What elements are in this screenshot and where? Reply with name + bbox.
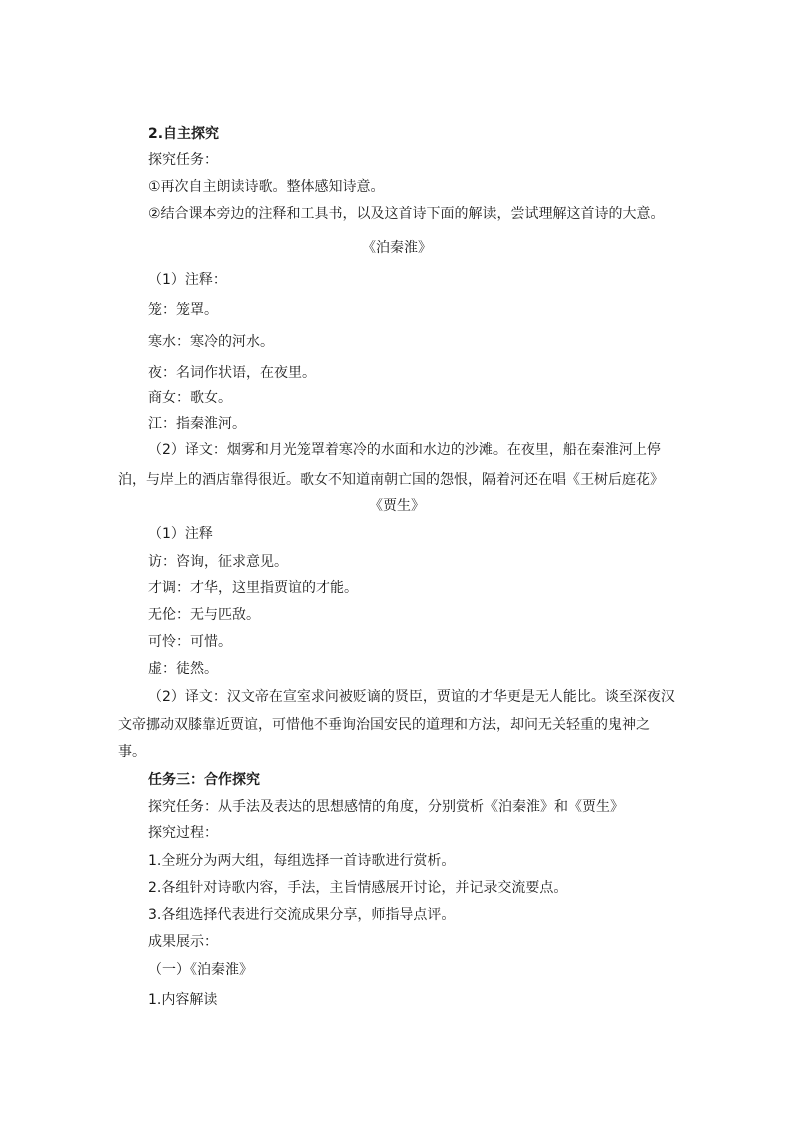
task-statement: 探究任务：从手法及表达的思想感情的角度，分别赏析《泊秦淮》和《贾生》	[148, 799, 624, 815]
note-item: 笼：笼罩。	[148, 302, 218, 318]
note-item: 江：指秦淮河。	[148, 416, 246, 432]
process-step: 2.各组针对诗歌内容，手法，主旨情感展开讨论，并记录交流要点。	[148, 880, 568, 896]
content-reading-heading: 1.内容解读	[148, 992, 218, 1008]
translation-line: 文帝挪动双膝靠近贾谊，可惜他不垂询治国安民的道理和方法，却问无关轻重的鬼神之	[118, 717, 650, 733]
results-label: 成果展示：	[148, 934, 218, 950]
poem-title-bo-qinhuai: 《泊秦淮》	[362, 240, 432, 256]
note-item: 可怜：可惜。	[148, 634, 232, 650]
process-step: 1.全班分为两大组，每组选择一首诗歌进行赏析。	[148, 853, 456, 869]
process-label: 探究过程：	[148, 825, 218, 841]
section-heading-self-study: 2.自主探究	[148, 126, 220, 142]
note-item: 商女：歌女。	[148, 390, 232, 406]
translation-line: （2）译文：汉文帝在宣室求问被贬谪的贤臣，贾谊的才华更是无人能比。谈至深夜汉	[148, 689, 675, 705]
section-heading-task-three: 任务三：合作探究	[148, 772, 260, 788]
process-step: 3.各组选择代表进行交流成果分享，师指导点评。	[148, 907, 456, 923]
notes-label: （1）注释	[148, 526, 213, 542]
translation-line: 事。	[118, 744, 146, 760]
note-item: 夜：名词作状语，在夜里。	[148, 365, 316, 381]
notes-label: （1）注释：	[148, 272, 227, 288]
note-item: 虚：徒然。	[148, 661, 218, 677]
poem-title-jia-sheng: 《贾生》	[369, 498, 425, 514]
task-item-2: ②结合课本旁边的注释和工具书，以及这首诗下面的解读，尝试理解这首诗的大意。	[148, 206, 665, 222]
note-item: 无伦：无与匹敌。	[148, 607, 260, 623]
note-item: 寒水：寒冷的河水。	[148, 334, 274, 350]
task-label: 探究任务：	[148, 152, 218, 168]
note-item: 访：咨询，征求意见。	[148, 554, 288, 570]
translation-line: （2）译文：烟雾和月光笼罩着寒冷的水面和水边的沙滩。在夜里，船在秦淮河上停	[148, 442, 661, 458]
note-item: 才调：才华，这里指贾谊的才能。	[148, 580, 358, 596]
results-subheading: （一）《泊秦淮》	[148, 962, 253, 978]
translation-line: 泊，与岸上的酒店靠得很近。歌女不知道南朝亡国的怨恨，隔着河还在唱《王树后庭花》	[118, 472, 664, 488]
task-item-1: ①再次自主朗读诗歌。整体感知诗意。	[148, 179, 385, 195]
